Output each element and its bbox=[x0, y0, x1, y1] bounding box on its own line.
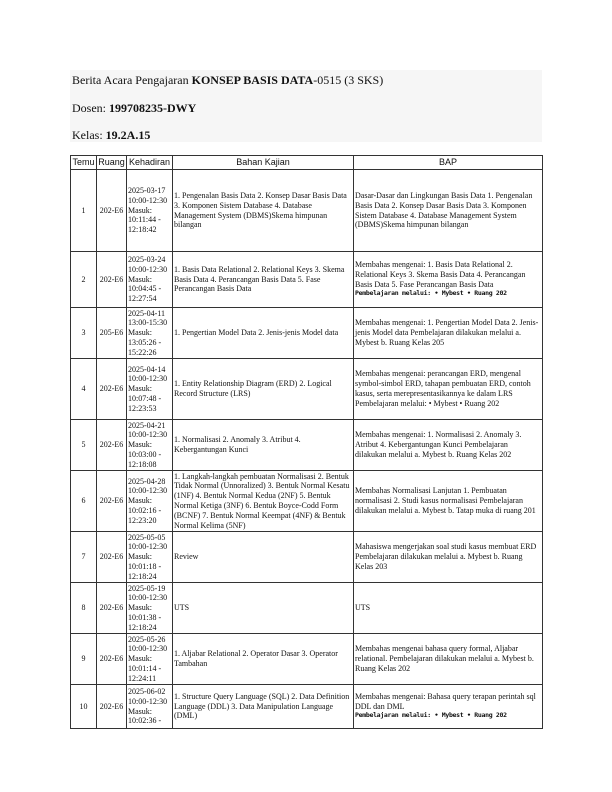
table-row bbox=[71, 170, 543, 252]
delivery-method: Pembelajaran melalui: • Mybest • Ruang 202 bbox=[355, 289, 507, 298]
title-prefix: Berita Acara Pengajaran bbox=[72, 73, 192, 87]
bap-notes-text: Membahas mengenai bahasa query formal, Aljabar relational. Pembelajaran dilakukan melalui a. Mybest b. Ruang Kelas 202 bbox=[355, 644, 534, 673]
bap-notes bbox=[354, 359, 543, 420]
meeting-number bbox=[71, 471, 97, 532]
meeting-number bbox=[71, 359, 97, 420]
attendance-time-text: 2025-05-19 10:00-12:30 Masuk: 10:01:38 - 12:18:24 bbox=[128, 583, 168, 632]
study-material-text: Review bbox=[174, 552, 199, 562]
room-code bbox=[97, 471, 127, 532]
room-code-text: 202-E6 bbox=[99, 274, 124, 284]
study-material-text: 1. Aljabar Relational 2. Operator Dasar 3. Operator Tambahan bbox=[174, 649, 338, 668]
table-row bbox=[71, 634, 543, 685]
room-code-text: 202-E6 bbox=[99, 440, 124, 450]
column-header-bap: BAP bbox=[354, 156, 543, 170]
meeting-number bbox=[71, 308, 97, 359]
bap-notes-text: Dasar-Dasar dan Lingkungan Basis Data 1. Pengenalan Basis Data 2. Konsep Dasar Basis Data 3. Komponen Sistem Database 4. Database Management System (DBMS)Skema himpunan bilangan bbox=[355, 190, 533, 230]
meeting-number-text: 4 bbox=[81, 384, 86, 394]
dosen-line bbox=[72, 101, 196, 115]
attendance-time bbox=[127, 252, 173, 308]
meeting-number-text: 8 bbox=[81, 603, 86, 613]
room-code-text: 205-E6 bbox=[99, 328, 124, 338]
room-code-text: 202-E6 bbox=[99, 384, 124, 394]
bap-notes bbox=[354, 420, 543, 471]
table-header-row bbox=[71, 156, 543, 170]
study-material bbox=[173, 583, 354, 634]
study-material bbox=[173, 359, 354, 420]
meeting-number bbox=[71, 170, 97, 252]
bap-notes-text: Membahas mengenai: 1. Pengertian Model Data 2. Jenis-jenis Model data Pembelajaran dilakukan melalui a. Mybest b. Ruang Kelas 205 bbox=[355, 318, 539, 347]
attendance-time-text: 2025-05-05 10:00-12:30 Masuk: 10:01:18 - 12:18:24 bbox=[128, 532, 168, 581]
bap-notes bbox=[354, 634, 543, 685]
attendance-time-text: 2025-04-11 13:00-15:30 Masuk: 13:05:26 - 15:22:26 bbox=[128, 308, 168, 357]
column-header-temu: Temu bbox=[71, 156, 97, 170]
study-material-text: 1. Entity Relationship Diagram (ERD) 2. Logical Record Structure (LRS) bbox=[174, 379, 332, 398]
study-material bbox=[173, 252, 354, 308]
meeting-number-text: 5 bbox=[81, 440, 86, 450]
bap-notes-text: UTS bbox=[355, 603, 371, 613]
room-code bbox=[97, 252, 127, 308]
study-material-text: 1. Basis Data Relational 2. Relational Keys 3. Skema Basis Data 4. Perancangan Basis Data 5. Fase Perancangan Basis Data bbox=[174, 264, 345, 294]
meeting-number-text: 6 bbox=[81, 496, 86, 506]
room-code-text: 202-E6 bbox=[99, 552, 124, 562]
bap-notes bbox=[354, 170, 543, 252]
table-row bbox=[71, 252, 543, 308]
study-material-text: 1. Pengertian Model Data 2. Jenis-jenis Model data bbox=[174, 328, 339, 338]
room-code-text: 202-E6 bbox=[99, 205, 124, 215]
bap-notes-text: Membahas mengenai: 1. Normalisasi 2. Anomaly 3. Atribut 4. Kebergantungan Kunci Pembelajaran dilakukan melalui a. Mybest b. Ruang Kelas 202 bbox=[355, 430, 522, 459]
room-code-text: 202-E6 bbox=[99, 603, 124, 613]
bap-notes bbox=[354, 583, 543, 634]
column-header-ruang: Ruang bbox=[97, 156, 127, 170]
room-code bbox=[97, 308, 127, 359]
attendance-time-text: 2025-03-24 10:00-12:30 Masuk: 10:04:45 - 12:27:54 bbox=[128, 255, 168, 304]
kelas-label: Kelas: bbox=[72, 128, 106, 142]
room-code bbox=[97, 634, 127, 685]
bap-notes-text: Membahas mengenai: Bahasa query terapan perintah sql DDL dan DML bbox=[355, 691, 536, 711]
dosen-value: 199708235-DWY bbox=[109, 101, 197, 115]
room-code-text: 202-E6 bbox=[99, 701, 124, 711]
meeting-number-text: 2 bbox=[81, 274, 86, 284]
meeting-number bbox=[71, 252, 97, 308]
room-code bbox=[97, 685, 127, 729]
table-row bbox=[71, 471, 543, 532]
meeting-number bbox=[71, 583, 97, 634]
table-row bbox=[71, 359, 543, 420]
attendance-time-text: 2025-04-21 10:00-12:30 Masuk: 10:03:00 - 12:18:08 bbox=[128, 420, 168, 469]
bap-notes bbox=[354, 252, 543, 308]
kelas-value: 19.2A.15 bbox=[105, 128, 151, 142]
column-header-kehadiran: Kehadiran bbox=[127, 156, 173, 170]
meeting-number bbox=[71, 420, 97, 471]
bap-notes bbox=[354, 685, 543, 729]
attendance-time bbox=[127, 685, 173, 729]
study-material bbox=[173, 170, 354, 252]
bap-notes-text: Membahas mengenai: perancangan ERD, mengenal symbol-simbol ERD, tahapan pembuatan ERD, contoh kasus, serta merepresentasikannya ke dalam LRS Pembelajaran melalui: • Mybest • Ruang 202 bbox=[355, 369, 531, 408]
study-material bbox=[173, 532, 354, 583]
kelas-line bbox=[72, 128, 150, 142]
room-code-text: 202-E6 bbox=[99, 496, 124, 506]
room-code-text: 202-E6 bbox=[99, 654, 124, 664]
meeting-number-text: 10 bbox=[79, 701, 88, 711]
room-code bbox=[97, 359, 127, 420]
attendance-time-text: 2025-04-28 10:00-12:30 Masuk: 10:02:16 - 12:23:20 bbox=[128, 476, 168, 525]
attendance-time bbox=[127, 170, 173, 252]
attendance-time bbox=[127, 583, 173, 634]
document-title bbox=[72, 73, 383, 87]
table-row bbox=[71, 583, 543, 634]
meeting-number-text: 7 bbox=[81, 552, 86, 562]
table-row bbox=[71, 532, 543, 583]
meeting-number-text: 9 bbox=[81, 654, 86, 664]
attendance-time-text: 2025-05-26 10:00-12:30 Masuk: 10:01:14 - 12:24:11 bbox=[128, 634, 168, 683]
course-code: -0515 (3 SKS) bbox=[313, 73, 384, 87]
table-row bbox=[71, 420, 543, 471]
meeting-number bbox=[71, 685, 97, 729]
study-material bbox=[173, 634, 354, 685]
delivery-method: Pembelajaran melalui: • Mybest • Ruang 202 bbox=[355, 711, 507, 720]
attendance-time bbox=[127, 308, 173, 359]
attendance-table bbox=[70, 155, 543, 729]
study-material-text: 1. Normalisasi 2. Anomaly 3. Atribut 4. Kebergantungan Kunci bbox=[174, 435, 301, 454]
table-row bbox=[71, 308, 543, 359]
meeting-number bbox=[71, 634, 97, 685]
bap-notes-text: Membahas Normalisasi Lanjutan 1. Pembuatan normalisasi 2. Studi kasus normalisasi Pembelajaran dilakukan melalui a. Mybest b. Tatap muka di ruang 201 bbox=[355, 486, 536, 515]
meeting-number-text: 3 bbox=[81, 328, 86, 338]
table-row bbox=[71, 685, 543, 729]
meeting-number bbox=[71, 532, 97, 583]
attendance-time-text: 2025-03-17 10:00-12:30 Masuk: 10:11:44 - 12:18:42 bbox=[128, 186, 168, 235]
study-material-text: 1. Langkah-langkah pembuatan Normalisasi 2. Bentuk Tidak Normal (Unnoralized) 3. Bentuk Normal Kesatu (1NF) 4. Bentuk Normal Kedua (2NF) 5. Bentuk Normal Ketiga (3NF) 6. Bentuk Boyce-Codd Form (BCNF) 7. Bentuk Normal Keempat (4NF) & Bentuk Normal Kelima (5NF) bbox=[174, 471, 350, 530]
course-name: KONSEP BASIS DATA bbox=[191, 73, 314, 87]
study-material bbox=[173, 685, 354, 729]
study-material bbox=[173, 420, 354, 471]
room-code bbox=[97, 170, 127, 252]
meeting-number-text: 1 bbox=[81, 205, 86, 215]
bap-notes bbox=[354, 471, 543, 532]
attendance-time bbox=[127, 532, 173, 583]
bap-notes-text: Mahasiswa mengerjakan soal studi kasus membuat ERD Pembelajaran dilakukan melalui a. Mybest b. Ruang Kelas 203 bbox=[355, 542, 537, 571]
study-material-text: UTS bbox=[174, 603, 190, 613]
attendance-time-text: 2025-04-14 10:00-12:30 Masuk: 10:07:48 - 12:23:53 bbox=[128, 364, 168, 413]
attendance-time bbox=[127, 359, 173, 420]
study-material-text: 1. Structure Query Language (SQL) 2. Data Definition Language (DDL) 3. Data Manipulation Language (DML) bbox=[174, 691, 350, 721]
room-code bbox=[97, 532, 127, 583]
bap-notes bbox=[354, 532, 543, 583]
room-code bbox=[97, 420, 127, 471]
column-header-bahan-kajian: Bahan Kajian bbox=[173, 156, 354, 170]
study-material bbox=[173, 471, 354, 532]
attendance-time bbox=[127, 634, 173, 685]
attendance-time-text: 2025-06-02 10:00-12:30 Masuk: 10:02:36 - bbox=[128, 686, 168, 726]
study-material-text: 1. Pengenalan Basis Data 2. Konsep Dasar Basis Data 3. Komponen Sistem Database 4. Database Management System (DBMS)Skema himpunan bilangan bbox=[174, 190, 347, 230]
bap-notes bbox=[354, 308, 543, 359]
attendance-time bbox=[127, 471, 173, 532]
bap-notes-text: Membahas mengenai: 1. Basis Data Relational 2. Relational Keys 3. Skema Basis Data 4. Perancangan Basis Data 5. Fase Perancangan Basis Data bbox=[355, 259, 526, 289]
dosen-label: Dosen: bbox=[72, 101, 109, 115]
attendance-time bbox=[127, 420, 173, 471]
study-material bbox=[173, 308, 354, 359]
room-code bbox=[97, 583, 127, 634]
